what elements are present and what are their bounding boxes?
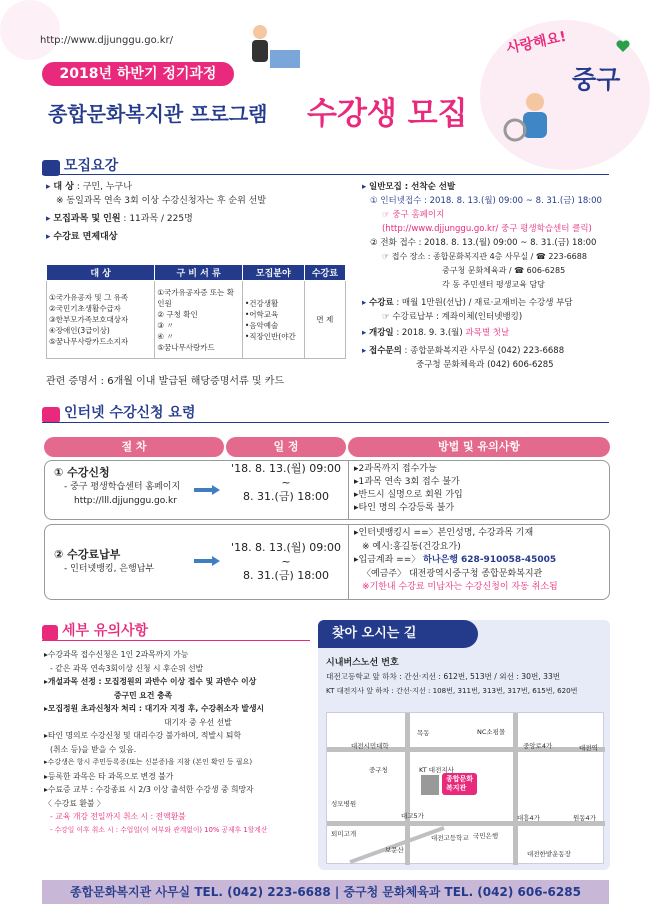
- procedure-heading: 인터넷 수강신청 요령: [42, 402, 195, 423]
- map-label: 대전시민대학: [351, 742, 389, 750]
- col-header-method: 방법 및 유의사항: [348, 437, 610, 457]
- table-header: 구 비 서 류: [155, 265, 243, 281]
- table-cell: •건강생활 •어학교육 •음악예술 •직장인반(야간: [242, 281, 304, 359]
- map-label: 대전한밭운동장: [527, 850, 571, 858]
- map-label: 대고5가: [401, 812, 424, 820]
- exempt-label: 수강료 면제대상: [53, 232, 118, 242]
- bus-title: 시내버스노선 번호: [326, 658, 399, 668]
- map-label: 대흥4가: [517, 814, 540, 822]
- col-header-date: 일 정: [226, 437, 346, 457]
- detail-item: ▸수료증 교부 : 수강종료 시 2/3 이상 출석한 수강생 중 희망자: [44, 785, 254, 794]
- map-label: NC소핑몰: [477, 728, 506, 736]
- table-cell: ①국가유공자 및 그 유족 ②국민기초생활수급자 ③한부모가족보호대상자 ④장애인(3급이상) ⑤꿈나무사랑카드소지자: [47, 281, 155, 359]
- tilde: ~: [281, 555, 291, 568]
- map-label: 국민은행: [473, 832, 499, 840]
- detail-item: ▸모집정원 초과신청자 처리 : 대기자 지정 후, 수강취소자 발생시: [44, 704, 265, 713]
- divider: [348, 460, 349, 520]
- phone-place: 중구청 문화체육과 / ☎ 606-6285: [442, 266, 566, 275]
- heart-icon: [615, 38, 631, 54]
- map-label: KT 대전지사: [419, 766, 454, 774]
- courses-label: 모집과목 및 인원: [53, 214, 121, 224]
- map-label: 목동: [417, 729, 430, 737]
- online-site[interactable]: ☞ 중구 홈페이지: [382, 210, 445, 220]
- target-value: : 구민, 누구나: [76, 182, 132, 192]
- slogan: 사랑해요!: [505, 28, 568, 58]
- step2-note: ▸입금계좌 ==〉: [354, 555, 421, 565]
- phone-place: ☞ 접수 장소 : 종합문화복지관 4층 사무실 / ☎ 223-6688: [382, 252, 587, 261]
- target-label: 대 상: [53, 182, 74, 192]
- step2-note: 〈예금주〉 대전광역시중구청 종합문화복지관: [362, 568, 543, 579]
- footer-contact: 종합문화복지관 사무실 TEL. (042) 223-6688 | 중구청 문화체육과 TEL. (042) 606-6285: [42, 880, 609, 904]
- contact-value: : 종합문화복지관 사무실 (042) 223-6688: [404, 346, 565, 356]
- contact-label: 접수문의: [368, 346, 402, 356]
- step2-note: ※ 예시:홍길동(건강요가): [362, 541, 461, 552]
- fee-label: 수강료: [368, 298, 394, 308]
- map-label: 중구청: [369, 766, 388, 774]
- divider: [42, 640, 310, 641]
- contact-value: 중구청 문화체육과 (042) 606-6285: [416, 360, 554, 370]
- step1-note: ▸1과목 연속 3회 접수 불가: [354, 477, 460, 487]
- table-header: 모집분야: [242, 265, 304, 281]
- step2-title: ② 수강료납부: [54, 548, 121, 561]
- map-road: [513, 713, 518, 865]
- junggu-logo: 중구: [572, 65, 621, 94]
- bank-account: 하나은행 628-910058-45005: [423, 555, 557, 565]
- exempt-table: [46, 264, 346, 359]
- person-icon: [42, 407, 60, 423]
- page-title-right: 수강생 모집: [307, 96, 468, 132]
- divider: [42, 174, 609, 175]
- fee-value: : 매월 1만원(선납) / 재료·교재비는 수강생 부담: [396, 298, 573, 308]
- bus-line: KT 대전지사 앞 하차 : 간선·지선 : 108번, 311번, 313번, 317번, 615번, 620번: [326, 686, 578, 695]
- detail-item: 대기자 중 우선 선발: [164, 717, 232, 727]
- table-header: 대 상: [47, 265, 155, 281]
- welfare-center-marker: 종합문화 복지관: [442, 773, 477, 795]
- fee-pay: ☞ 수강료납부 : 계좌이체(인터넷뱅킹): [382, 312, 523, 322]
- decor-circle: [0, 0, 60, 60]
- online-label: ① 인터넷접수 : 2018. 8. 13.(월) 09:00 ~ 8. 31.(금) 18:00: [370, 196, 602, 206]
- detail-item: ▸수강과목 접수신청은 1인 2과목까지 가능: [44, 650, 189, 659]
- start-label: 개강일: [368, 328, 394, 338]
- step1-link[interactable]: http://lll.djjunggu.go.kr: [74, 496, 177, 506]
- step1-title: ① 수강신청: [54, 466, 110, 479]
- illustration-student: [495, 88, 575, 148]
- map[interactable]: [326, 712, 604, 864]
- col-header-step: 절 차: [44, 437, 224, 457]
- divider: [348, 524, 349, 600]
- step2-date-end: 8. 31.(금) 18:00: [243, 569, 329, 582]
- detail-item: (취소 등)을 받을 수 있음.: [50, 744, 137, 754]
- step2-sub: - 인터넷뱅킹, 은행납부: [64, 564, 155, 574]
- map-label: 보문산: [385, 846, 404, 854]
- arrow-right-icon: [194, 485, 220, 495]
- step2-note: ▸인터넷뱅킹시 ==〉본인성명, 수강과목 기재: [354, 528, 534, 538]
- detail-item: ▸수강생은 항시 주민등록증(또는 신분증)을 지참 (본인 확인 등 필요): [44, 758, 253, 766]
- detail-item: ▸등록한 과목은 타 과목으로 변경 불가: [44, 771, 174, 781]
- clipboard-icon: [42, 625, 58, 641]
- map-label: 대전고등학교: [431, 834, 469, 842]
- step1-date-start: '18. 8. 13.(월) 09:00: [231, 462, 341, 475]
- detail-item: - 수강일 이후 취소 시 : 수업일(이 여부와 관계없이) 10% 공제후 1할계산: [50, 825, 268, 834]
- detail-item: - 교육 개강 전일까지 취소 시 : 전액환불: [50, 812, 186, 821]
- phone-label: ② 전화 접수 : 2018. 8. 13.(월) 09:00 ~ 8. 31.(금) 18:00: [370, 238, 597, 248]
- arrow-right-icon: [194, 556, 220, 566]
- site-url[interactable]: http://www.djjunggu.go.kr/: [40, 35, 173, 46]
- step1-date-end: 8. 31.(금) 18:00: [243, 490, 329, 503]
- docs-note: 관련 증명서 : 6개월 이내 발급된 해당증명서류 및 카드: [46, 376, 285, 387]
- detail-item: - 같은 과목 연속3회이상 신청 시 후순위 선발: [50, 663, 204, 673]
- general-label: 일반모집 : 선착순 선발: [368, 182, 456, 192]
- map-label: 원동4가: [573, 814, 596, 822]
- detail-item: 중구민 요건 충족: [114, 690, 173, 700]
- semester-badge: 2018년 하반기 정기과정: [42, 62, 234, 86]
- overview-heading: 모집요강: [42, 155, 118, 176]
- table-cell: 면 제: [304, 281, 345, 359]
- detail-item: ▸개설과목 선정 : 모집정원의 과반수 이상 접수 및 과반수 이상: [44, 677, 257, 686]
- map-label: 퇴미고개: [331, 830, 357, 838]
- step1-note: ▸반드시 실명으로 회원 가입: [354, 490, 463, 500]
- detail-item: 〈 수강료 환불 〉: [44, 798, 105, 808]
- tilde: ~: [281, 476, 291, 489]
- map-road: [327, 821, 605, 826]
- map-label: 중앙로4가: [523, 742, 553, 750]
- table-cell: ①국가유공자증 또는 확인원 ② 구청 확인 ③ 〃 ④ 〃 ⑤꿈나무사랑카드: [155, 281, 243, 359]
- detail-item: ▸타인 명의로 수강신청 및 대리수강 불가하며, 적발시 퇴학: [44, 731, 241, 740]
- phone-place: 각 동 주민센터 평생교육 담당: [442, 280, 545, 289]
- bus-line: 대전고등학교 앞 하차 : 간선·지선 : 612번, 513번 / 외선 : 30번, 33번: [326, 672, 561, 681]
- step2-warning: ※기한내 수강료 미납자는 수강신청이 자동 취소됨: [362, 582, 558, 592]
- table-header: 수강료: [304, 265, 345, 281]
- target-note: ※ 동일과목 연속 3회 이상 수강신청자는 후 순위 선발: [56, 196, 267, 206]
- start-value: : 2018. 9. 3.(월): [396, 328, 463, 338]
- start-note: 과목별 첫날: [465, 328, 510, 338]
- details-heading: 세부 유의사항: [42, 620, 148, 641]
- welfare-center-building: [421, 775, 439, 795]
- step1-sub: - 중구 평생학습센터 홈페이지: [64, 482, 181, 492]
- directions-heading: 찾아 오시는 길: [318, 620, 478, 648]
- step1-note: ▸타인 명의 수강등록 불가: [354, 503, 455, 513]
- illustration-figure: [240, 20, 310, 80]
- map-label: 대전역: [579, 744, 598, 752]
- divider: [42, 422, 609, 423]
- online-url[interactable]: (http://www.djjunggu.go.kr/ 중구 평생학습센터 클릭): [382, 224, 592, 234]
- courses-value: : 11과목 / 225명: [123, 214, 193, 224]
- step2-date-start: '18. 8. 13.(월) 09:00: [231, 541, 341, 554]
- page-title-left: 종합문화복지관 프로그램: [48, 102, 268, 126]
- step1-note: ▸2과목까지 접수가능: [354, 464, 437, 474]
- map-label: 성모병원: [331, 800, 357, 808]
